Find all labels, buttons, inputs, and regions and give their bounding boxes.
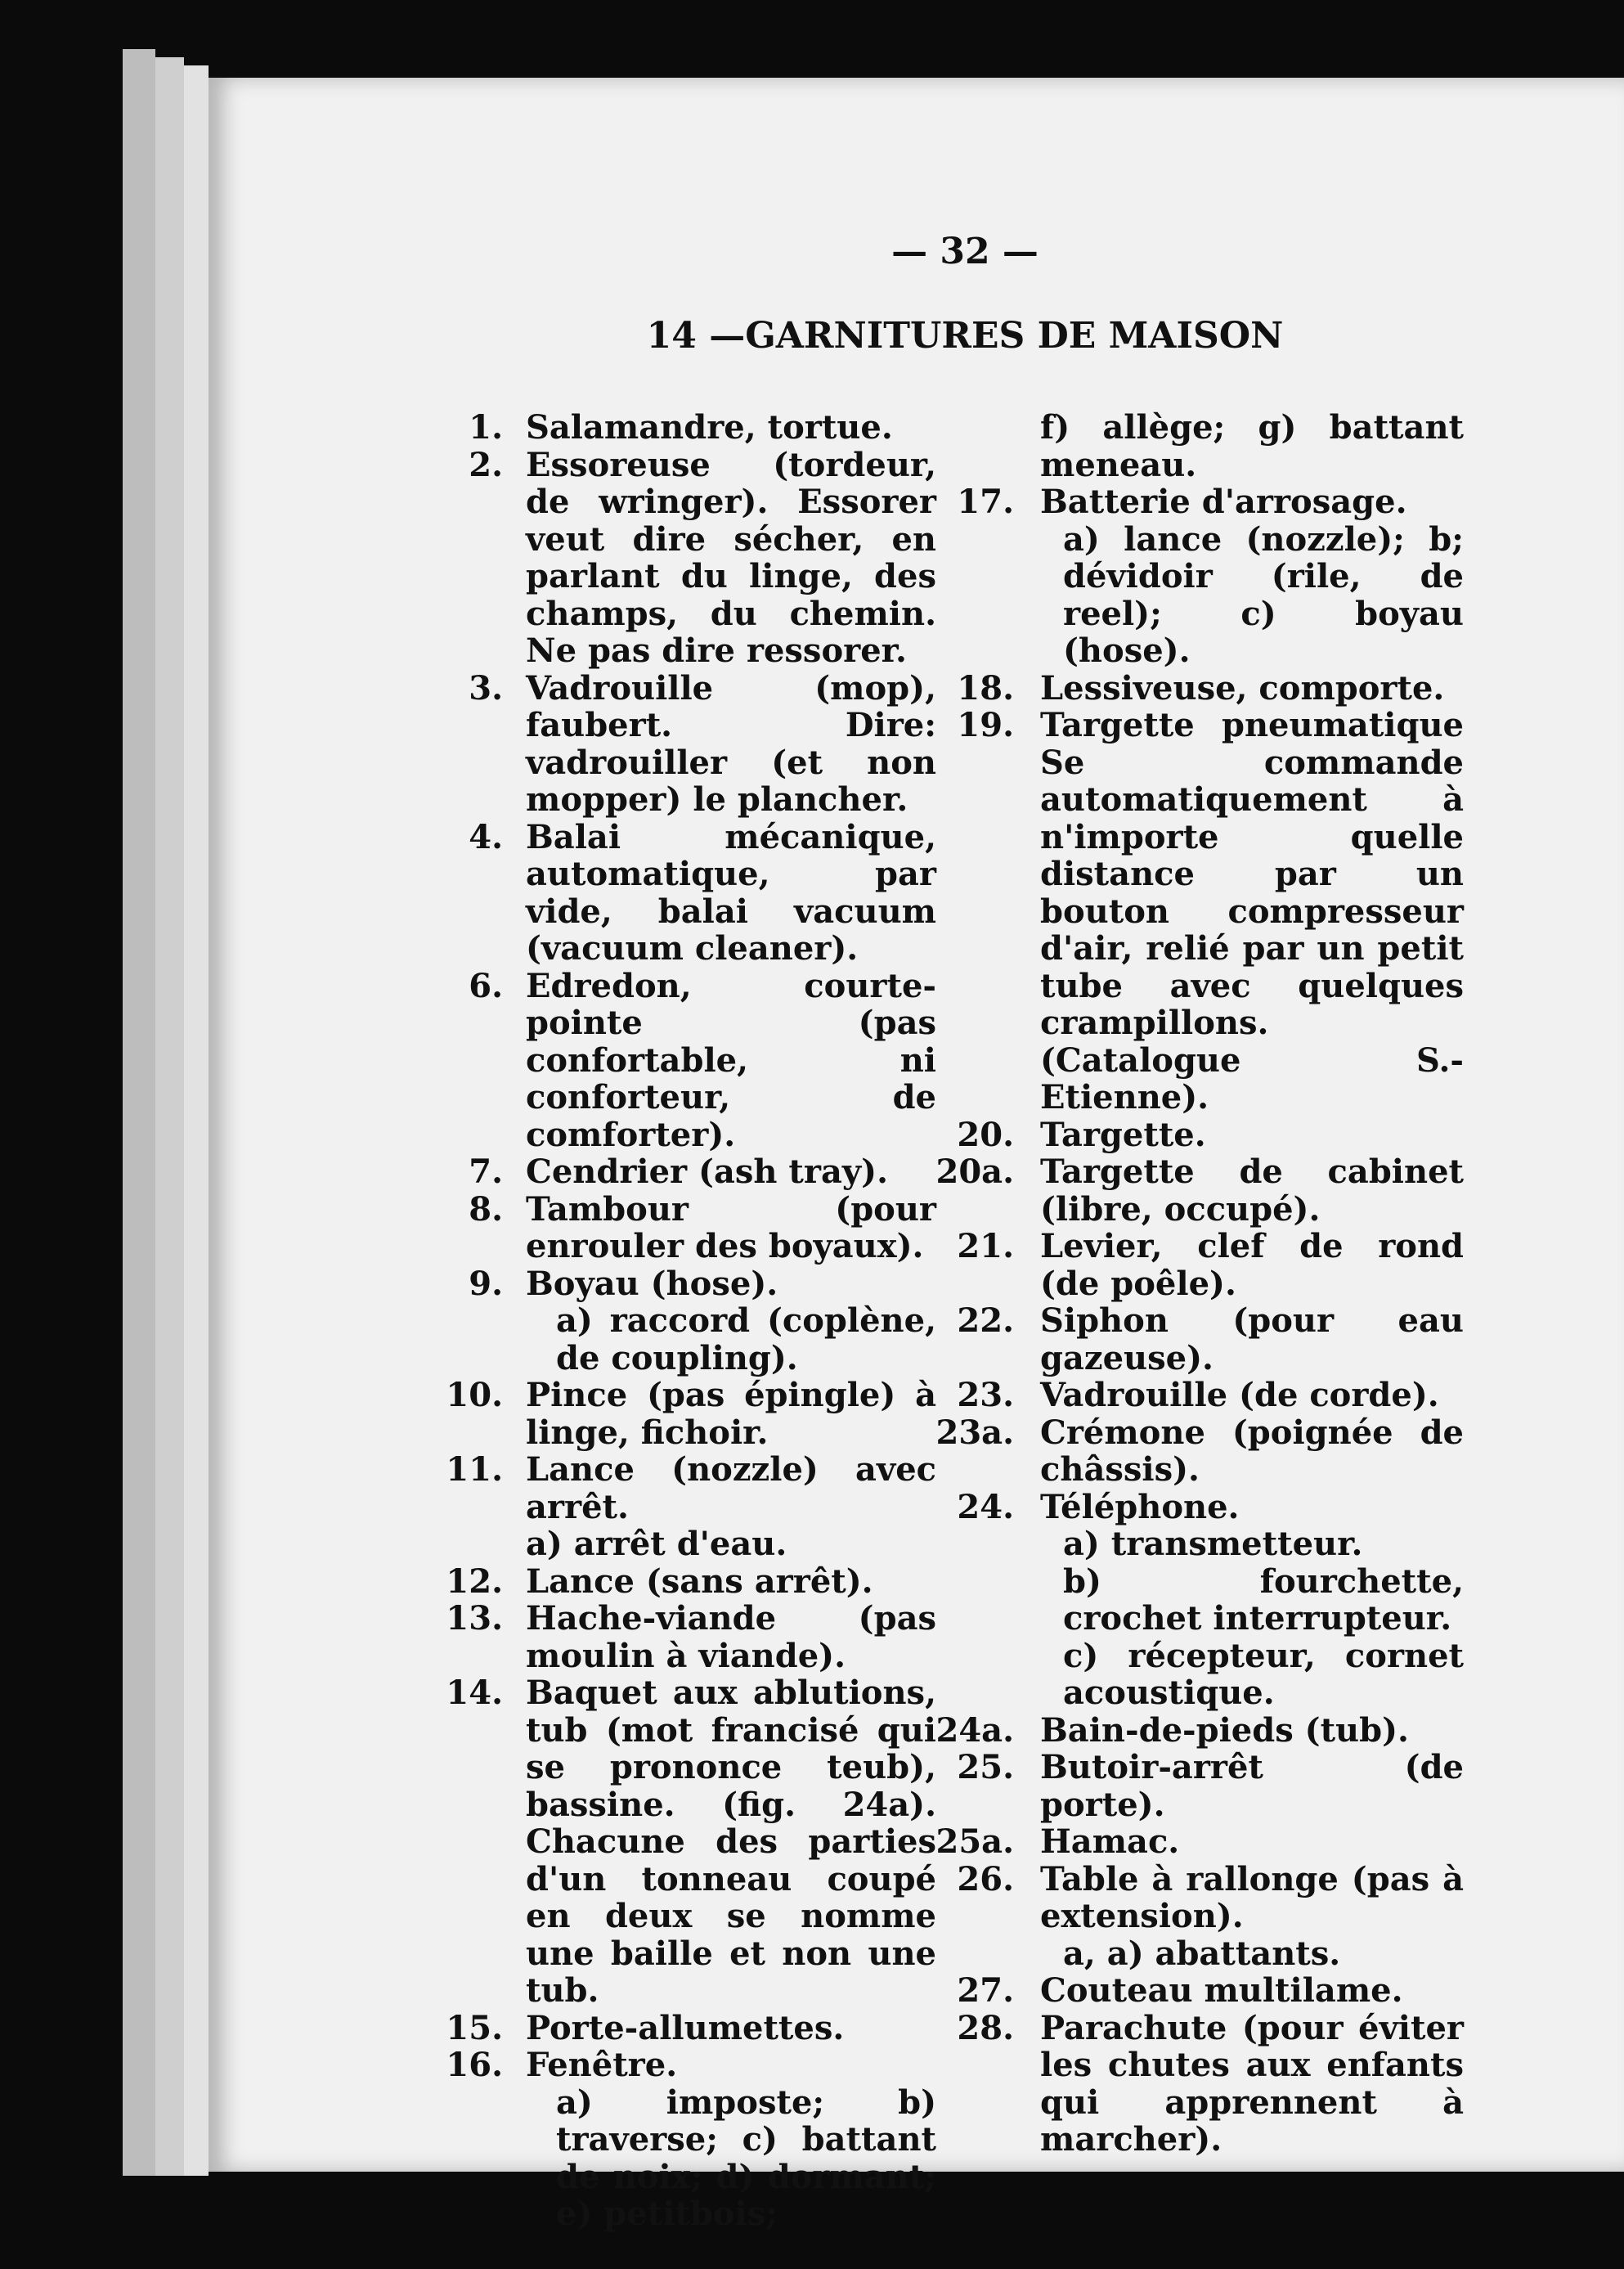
item-number: 10. [446,1376,503,1414]
item-text: Boyau (hose). [526,1264,778,1303]
list-item [413,1265,936,1303]
list-item [413,1674,936,2010]
left-column [413,409,936,2233]
item-number: 11. [446,1450,503,1489]
list-item [932,1153,1464,1228]
continued-text: f) allège; g) battant meneau. [1040,408,1464,484]
list-item [413,2047,936,2084]
item-number: 28. [957,2008,1014,2047]
item-number: 23a. [935,1413,1014,1452]
item-text: Bain-de-pieds (tub). [1040,1710,1409,1750]
list-item [932,1302,1464,1377]
item-text: Cendrier (ash tray). [526,1152,888,1191]
item-number: 2. [469,445,503,484]
list-item [413,670,936,819]
sub-item: a) lance (nozzle); b; dévidoir (rile, de reel); c) boyau (hose). [1063,519,1464,670]
list-item [932,1117,1464,1154]
item-text: Targette pneumatique Se commande automatiquement à n'importe quelle distance par un bouton compresseur d'air, relié par un petit tube avec quelques crampillons. (Catalogue S.-Etienne). [1040,706,1464,1117]
item-number: 22. [957,1301,1014,1340]
item-number: 25. [957,1748,1014,1786]
list-item [413,819,936,968]
item-number: 16. [446,2046,503,2084]
item-number: 25a. [935,1822,1014,1861]
item-text: Edredon, courte-pointe (pas confortable, ni conforteur, de comforter). [526,966,936,1154]
item-number: 4. [469,817,503,856]
list-item [413,1377,936,1451]
item-number: 19. [957,706,1014,744]
item-text: Butoir-arrêt (de porte). [1040,1748,1464,1824]
item-text: Lance (sans arrêt). [526,1561,873,1601]
list-item [932,1823,1464,1861]
item-text: Levier, clef de rond (de poêle). [1040,1227,1464,1303]
item-number: 26. [957,1859,1014,1898]
sub-item: a) arrêt d'eau. [526,1525,787,1563]
list-item [413,1563,936,1601]
item-text: Vadrouille (mop), faubert. Dire: vadrouiller (et non mopper) le plancher. [526,668,936,819]
item-text: Hache-viande (pas moulin à viande). [526,1599,936,1675]
list-item [932,483,1464,521]
item-number: 17. [957,483,1014,521]
item-text: Siphon (pour eau gazeuse). [1040,1301,1464,1377]
item-number: 6. [469,966,503,1005]
item-text: Téléphone. [1040,1487,1240,1526]
item-number: 14. [446,1674,503,1712]
list-item [932,1228,1464,1302]
list-item [932,1712,1464,1750]
item-number: 1. [469,408,503,447]
sub-item: a) imposte; b) traverse; c) battant de noix; d) dormant; e) petitbois; [556,2083,936,2233]
item-text: Porte-allumettes. [526,2008,845,2047]
item-text: Crémone (poignée de châssis). [1040,1413,1464,1489]
page-number: — 32 — [891,231,1039,272]
item-text: Fenêtre. [526,2046,678,2084]
item-number: 20. [957,1115,1014,1154]
list-item [932,1377,1464,1414]
list-item [932,2010,1464,2159]
sub-item: b) fourchette, crochet interrupteur. [1063,1561,1464,1638]
list-item [413,968,936,1154]
list-item [413,409,936,447]
list-item [413,1451,936,1525]
item-number: 15. [446,2008,503,2047]
item-text: Pince (pas épingle) à linge, fichoir. [526,1376,936,1452]
item-text: Lessiveuse, comporte. [1040,668,1445,708]
item-text: Targette. [1040,1115,1206,1154]
item-number: 20a. [935,1152,1014,1191]
item-number: 12. [446,1561,503,1601]
item-number: 7. [469,1152,503,1191]
item-text: Balai mécanique, automatique, par vide, balai vacuum (vacuum cleaner). [526,817,936,968]
list-item [932,1972,1464,2010]
list-item [413,447,936,670]
right-column [932,409,1464,2159]
item-text: Table à rallonge (pas à extension). [1040,1859,1464,1935]
item-number: 3. [469,668,503,708]
list-item [413,1191,936,1265]
item-number: 13. [446,1599,503,1638]
list-item [932,670,1464,708]
page-edge [123,49,155,2176]
list-item [932,1861,1464,1935]
item-number: 24a. [935,1710,1014,1750]
item-number: 23. [957,1376,1014,1414]
sub-item: c) récepteur, cornet acoustique. [1063,1636,1464,1712]
sub-item: a) raccord (coplène, de coupling). [556,1301,936,1377]
sub-item: a) transmetteur. [1063,1525,1363,1563]
list-item [413,1153,936,1191]
item-text: Hamac. [1040,1822,1180,1861]
list-item [932,707,1464,1117]
page-edge [184,65,209,2176]
item-number: 18. [957,668,1014,708]
item-text: Lance (nozzle) avec arrêt. [526,1450,936,1526]
page-edge [155,57,184,2176]
item-number: 21. [957,1227,1014,1265]
list-item [932,1749,1464,1823]
item-text: Vadrouille (de corde). [1040,1376,1439,1414]
list-item [932,1489,1464,1526]
item-number: 27. [957,1971,1014,2010]
item-text: Targette de cabinet (libre, occupé). [1040,1152,1464,1229]
item-number: 24. [957,1487,1014,1526]
list-item [413,2010,936,2047]
item-number: 9. [469,1264,503,1303]
section-title: 14 —GARNITURES DE MAISON [646,315,1284,357]
sub-item: a, a) abattants. [1063,1934,1341,1973]
list-item [413,1600,936,1674]
item-text: Parachute (pour éviter les chutes aux enfants qui apprennent à marcher). [1040,2008,1464,2159]
item-text: Essoreuse (tordeur, de wringer). Essorer veut dire sécher, en parlant du linge, des champs, du chemin. Ne pas dire ressorer. [526,445,936,670]
item-text: Salamandre, tortue. [526,408,893,447]
item-text: Batterie d'arrosage. [1040,483,1407,521]
item-text: Tambour (pour enrouler des boyaux). [526,1189,936,1265]
item-text: Couteau multilame. [1040,1971,1403,2010]
item-text: Baquet aux ablutions, tub (mot francisé qui se prononce teub), bassine. (fig. 24a). Chacune des parties d'un tonneau coupé en deux se nomme une baille et non une tub. [526,1674,936,2010]
list-item [932,1414,1464,1489]
item-number: 8. [469,1189,503,1229]
